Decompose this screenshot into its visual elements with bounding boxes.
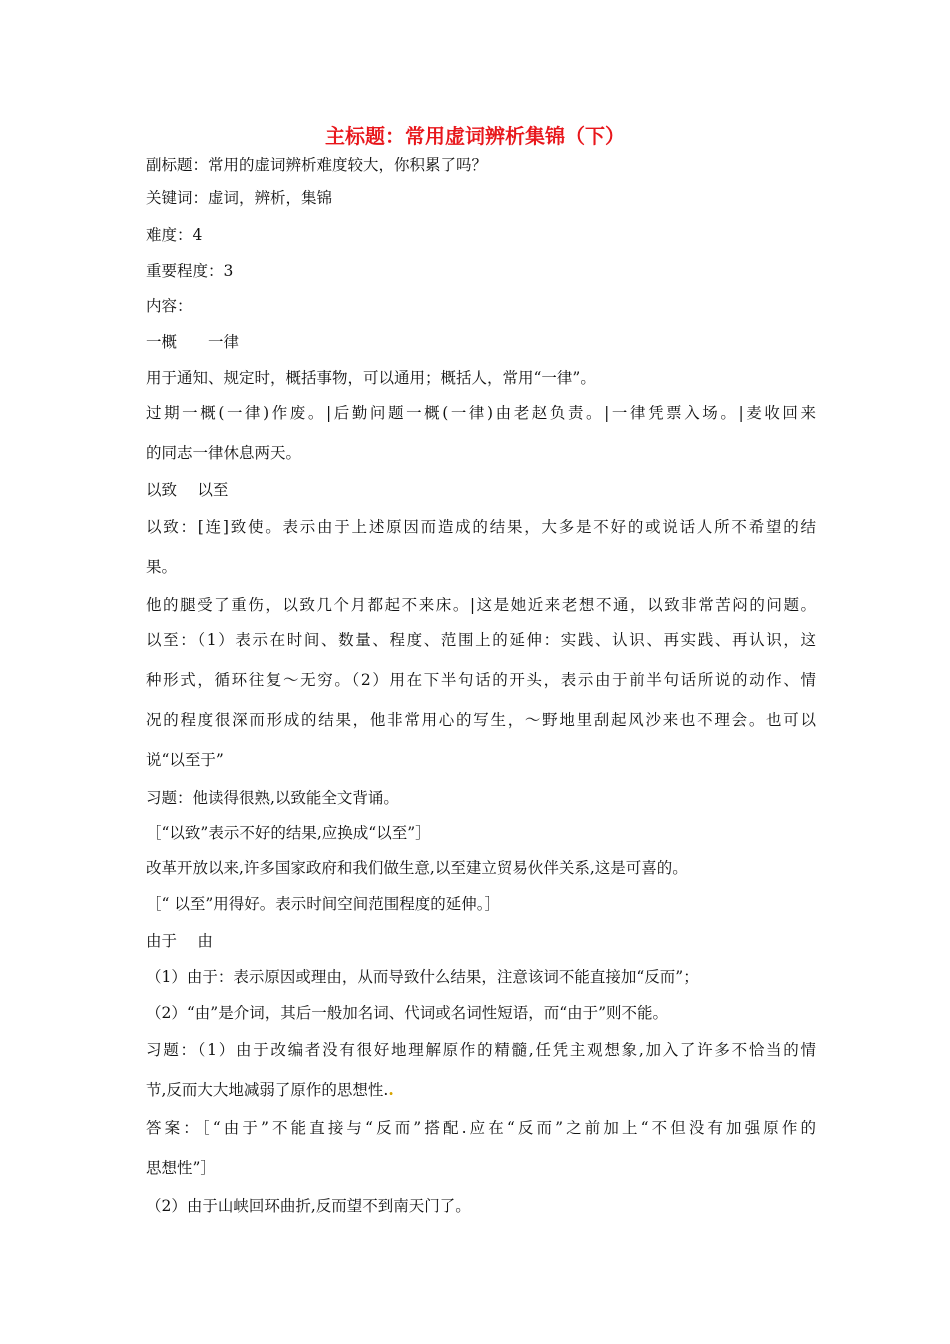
yigai-examples-line-1: 过期一概(一律)作废。|后勤问题一概(一律)由老赵负责。|一律凭票入场。|麦收回来 bbox=[146, 404, 816, 422]
section-heading-yigai: 一概 一律 bbox=[146, 333, 240, 351]
youyu-exercise-2: （2）由于山峡回环曲折,反而望不到南天门了。 bbox=[146, 1197, 471, 1215]
main-title: 主标题：常用虚词辨析集锦（下） bbox=[325, 124, 625, 148]
section-heading-youyu: 由于 由 bbox=[146, 932, 213, 950]
yigai-usage: 用于通知、规定时，概括事物，可以通用；概括人，常用“一律”。 bbox=[146, 369, 596, 387]
subtitle: 副标题：常用的虚词辨析难度较大，你积累了吗？ bbox=[146, 156, 488, 174]
youyu-point-2: （2）“由”是介词，其后一般加名词、代词或名词性短语，而“由于”则不能。 bbox=[146, 1004, 669, 1022]
difficulty: 难度：4 bbox=[146, 226, 203, 244]
youyu-answer-1-line-2: 思想性”］ bbox=[146, 1159, 216, 1177]
youyu-exercise-1-text: 节,反而大大地减弱了原作的思想性. bbox=[146, 1081, 389, 1099]
yizhi-def-line-1: 以致：[连]致使。表示由于上述原因而造成的结果，大多是不好的或说话人所不希望的结 bbox=[146, 518, 816, 536]
yizhi2-def-line-1: 以至：（1）表示在时间、数量、程度、范围上的延伸：实践、认识、再实践、再认识，这 bbox=[146, 631, 816, 649]
youyu-exercise-1-line-2 bbox=[146, 1079, 816, 1101]
importance: 重要程度：3 bbox=[146, 262, 234, 280]
section-heading-yizhi: 以致 以至 bbox=[146, 481, 229, 499]
youyu-point-1: （1）由于：表示原因或理由，从而导致什么结果，注意该词不能直接加“反而”； bbox=[146, 968, 699, 986]
yizhi-exercise-1: 习题：他读得很熟,以致能全文背诵。 bbox=[146, 789, 399, 807]
yizhi2-def-line-2: 种形式，循环往复～无穷。（2）用在下半句话的开头，表示由于前半句话所说的动作、情 bbox=[146, 671, 816, 689]
yigai-examples-line-2: 的同志一律休息两天。 bbox=[146, 444, 302, 462]
yizhi-answer-2: ［“ 以至”用得好。表示时间空间范围程度的延伸。］ bbox=[146, 895, 501, 913]
yizhi2-def-line-4: 说“以至于” bbox=[146, 751, 224, 769]
keywords: 关键词：虚词，辨析，集锦 bbox=[146, 189, 333, 207]
highlight-dot: . bbox=[388, 1080, 394, 1099]
yizhi-examples: 他的腿受了重伤，以致几个月都起不来床。|这是她近来老想不通，以致非常苦闷的问题。 bbox=[146, 596, 816, 614]
yizhi-exercise-2: 改革开放以来,许多国家政府和我们做生意,以至建立贸易伙伴关系,这是可喜的。 bbox=[146, 859, 688, 877]
youyu-answer-1-line-1: 答案：［“由于”不能直接与“反而”搭配.应在“反而”之前加上“不但没有加强原作的 bbox=[146, 1119, 816, 1137]
yizhi2-def-line-3: 况的程度很深而形成的结果，他非常用心的写生，～野地里刮起风沙来也不理会。也可以 bbox=[146, 711, 816, 729]
content-label: 内容： bbox=[146, 297, 193, 315]
yizhi-answer-1: ［“以致”表示不好的结果,应换成“以至”］ bbox=[146, 824, 431, 842]
yizhi-def-line-2: 果。 bbox=[146, 558, 178, 576]
youyu-exercise-1-line-1: 习题：（1）由于改编者没有很好地理解原作的精髓,任凭主观想象,加入了许多不恰当的情 bbox=[146, 1041, 816, 1059]
